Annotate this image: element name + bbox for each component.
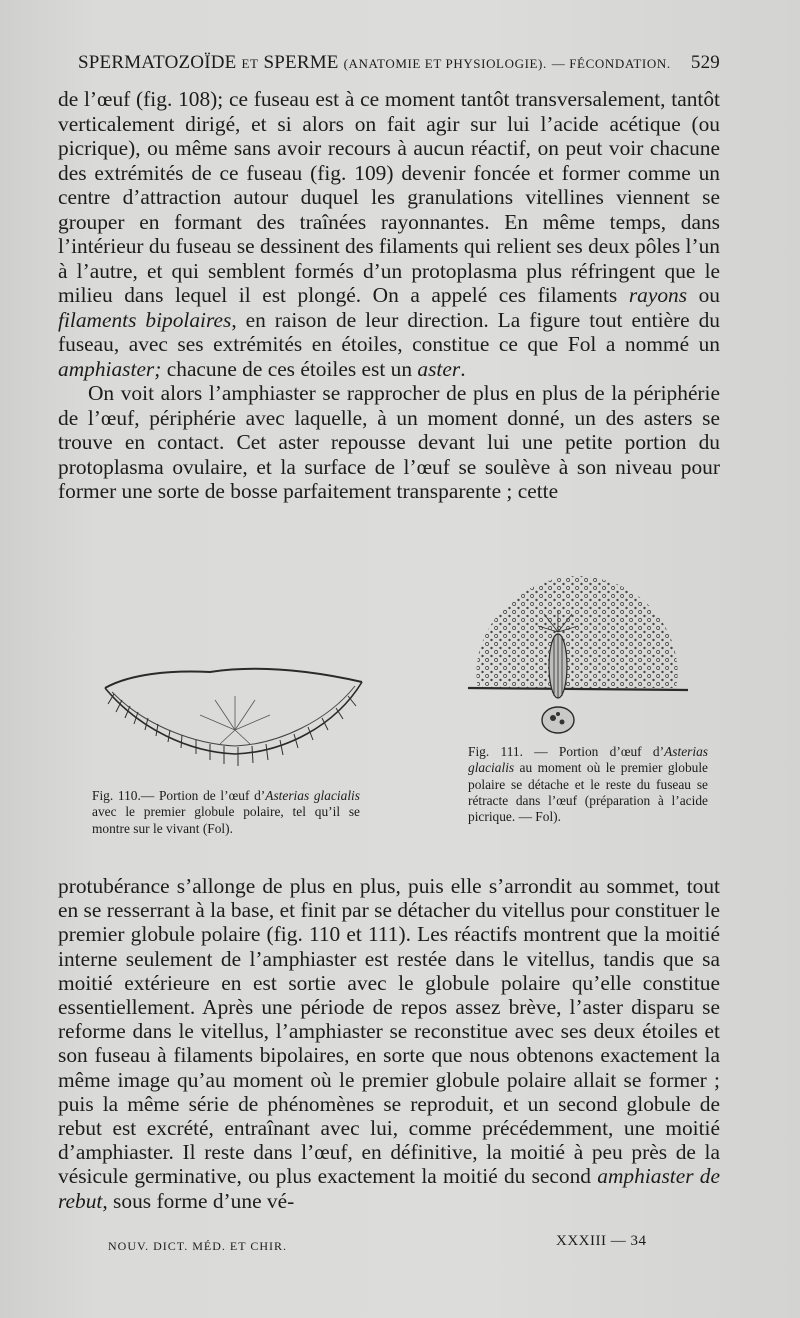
caption-111-text-b: au moment où le premier globule polaire se détache et le reste du fuseau se rétracte dans l’œuf (préparation à l’acide picrique. — Fol). [468, 760, 708, 825]
header-title-4: (ANATOMIE ET PHYSIOLOGIE). [343, 56, 547, 71]
term-aster: aster [417, 356, 461, 381]
p3-text-b: , sous forme d’une vé- [102, 1188, 295, 1213]
term-amphiaster: amphiaster; [58, 356, 162, 381]
caption-110-text-b: avec le premier globule polaire, tel qu’il se montre sur le vivant (Fol). [92, 804, 360, 836]
p1-text-a: de l’œuf (fig. 108); ce fuseau est à ce moment tantôt transversalement, tantôt verticalement dirigé, et si alors on fait agir sur lui l’acide acétique (ou picrique), ou même sans avoir recours à aucun réactif, on peut voir chacune des extrémités de ce fuseau (fig. 109) devenir foncée et former comme un centre d’attraction autour duquel les granulations vitellines viennent se grouper en formant des traînées rayonnantes. En même temps, dans l’intérieur du fuseau se dessinent des filaments qui relient ses deux pôles l’un à l’autre, et qui semblent formés d’un protoplasma plus réfringent que le milieu dans lequel il est plongé. On a appelé ces filaments [58, 87, 720, 307]
caption-110-species: Asterias glacialis [265, 788, 360, 803]
term-rayons: rayons [628, 283, 688, 307]
caption-110-label: Fig. 110.— [92, 788, 155, 803]
footer-signature: XXXIII — 34 [556, 1233, 647, 1249]
running-head [78, 52, 720, 82]
page-number: 529 [690, 52, 720, 73]
caption-figure-111 [468, 744, 708, 825]
caption-111-text-a: — Portion d’œuf d’ [522, 744, 665, 759]
caption-figure-110 [92, 788, 360, 837]
p1-text-d: chacune de ces étoiles est un [166, 356, 413, 381]
paragraph-2: On voit alors l’amphiaster se rapprocher de plus en plus de la périphérie de l’œuf, périphérie avec laquelle, à un moment donné, un des asters se trouve en contact. Cet aster repousse devant lui une petite portion du protoplasma ovulaire, et la surface de l’œuf se soulève à son niveau pour former une sorte de bosse parfaitement transparente ; cette [58, 381, 720, 503]
header-title-1: SPERMATOZOÏDE [78, 52, 237, 73]
body-text-top [58, 87, 720, 504]
caption-110-text-a: Portion de l’œuf d’ [158, 788, 266, 803]
figure-111-illustration [458, 570, 698, 742]
p1-text-b: ou [698, 283, 720, 307]
footer-publication: NOUV. DICT. MÉD. ET CHIR. [108, 1239, 288, 1253]
caption-111-species: Asterias glacialis [468, 744, 708, 776]
paragraph-1 [58, 87, 720, 381]
caption-111-label: Fig. 111. [468, 744, 523, 759]
term-filaments-bipolaires: filaments bipolaires [58, 307, 232, 332]
header-title-3: SPERME [263, 52, 339, 73]
header-title-2: ET [241, 56, 259, 71]
paragraph-3 [58, 874, 720, 1213]
p1-text-e: . [460, 356, 466, 381]
body-text-bottom [58, 874, 720, 1213]
p3-text-a: protubérance s’allonge de plus en plus, puis elle s’arrondit au sommet, tout en se resserrant à la base, et finit par se détacher du vitellus pour constituer le premier globule polaire (fig. 110 et 111). Les réactifs montrent que la moitié interne seulement de l’amphiaster est restée dans le vitellus, tandis que sa moitié extérieure en est sortie avec le globule polaire qu’elle constitue essentiellement. Après une période de repos assez brève, l’aster disparu se reforme dans le vitellus, l’amphiaster se reconstitue avec ses deux étoiles et son fuseau à filaments bipolaires, en sorte que nous obtenons exactement la même image qu’au moment où le premier globule polaire allait se former ; puis la même série de phénomènes se reproduit, et un second globule de rebut est excrété, entraînant avec lui, comme précédemment, une moitié d’amphiaster. Il reste dans l’œuf, en définitive, la moitié à peu près de la vésicule germinative, ou plus exactement la moitié du second [58, 874, 720, 1189]
figure-110-illustration [100, 660, 370, 780]
header-title-5: — FÉCONDATION. [551, 56, 671, 71]
p1-text-c: , en raison de leur direction. La figure tout entière du fuseau, avec ses extrémités en étoiles, constitue ce que Fol a nommé un [58, 307, 720, 356]
term-amphiaster-de-rebut: amphiaster de rebut [58, 1164, 720, 1213]
